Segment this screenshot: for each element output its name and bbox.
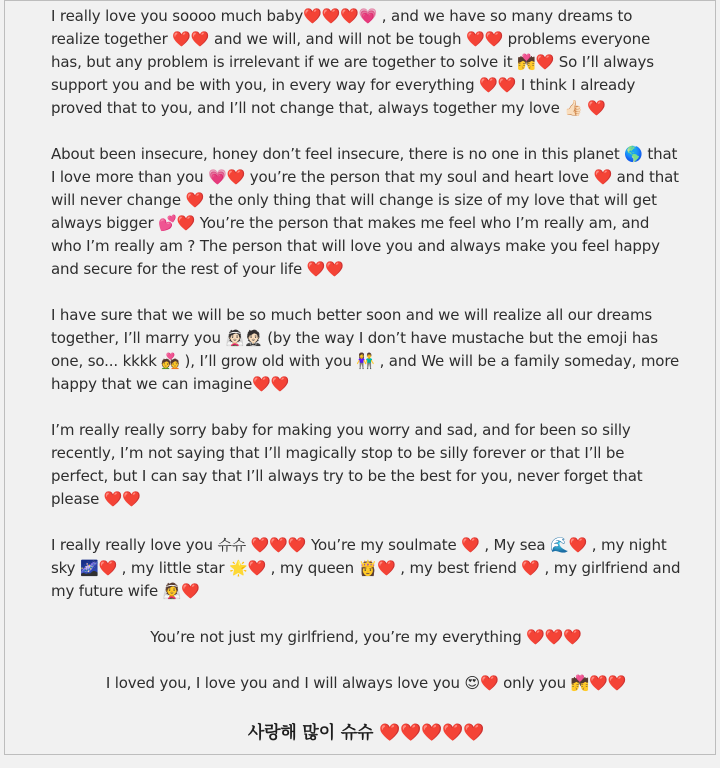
paragraph-soulmate: I really really love you 슈슈 ❤️❤️❤️ You’re my soulmate ❤️ , My sea 🌊❤️ , my night sky 🌌❤️ , my little star 🌟❤️ , my queen 👸❤️ , my best friend ❤️ , my girlfriend and my future wife 👰❤️ <box>51 536 681 600</box>
paragraph-marry: I have sure that we will be so much better soon and we will realize all our dreams together, I’ll marry you 👰🏻🤵🏻 (by the way I don’t have mustache but the emoji has one, so... kkkk 💑 ), I’ll grow old with you 👫 , and We will be a family someday, more happy that we can imagine❤️❤️ <box>51 306 680 393</box>
line-always-love: I loved you, I love you and I will always love you 😍❤️ only you 💏❤️❤️ <box>105 674 627 692</box>
paragraph-insecure: About been insecure, honey don’t feel insecure, there is no one in this planet 🌎 that I love more than you 💗❤️ you’re the person that my soul and heart love ❤️ and that will never change ❤️ the only thing that will change is size of my love that will get always bigger 💕❤️ You’re the person that makes me feel who I’m really am, and who I’m really am ? The person that will love you and always make you feel happy and secure for the rest of your life ❤️❤️ <box>51 145 679 278</box>
note-frame <box>4 0 716 755</box>
paragraph-sorry: I’m really really sorry baby for making you worry and sad, and for been so silly recently, I’m not saying that I’ll magically stop to be silly forever or that I’ll be perfect, but I can say that I’ll always try to be the best for you, never forget that please ❤️❤️ <box>51 421 643 508</box>
line-everything: You’re not just my girlfriend, you’re my everything ❤️❤️❤️ <box>150 628 582 646</box>
love-note <box>51 5 681 768</box>
paragraph-dreams: I really love you soooo much baby❤️❤️❤️💗 , and we have so many dreams to realize together ❤️❤️ and we will, and will not be tough ❤️❤️ problems everyone has, but any problem is irrelevant if we are together to solve it 💏❤️ So I’ll always support you and be with you, in every way for everything ❤️❤️ I think I already proved that to you, and I’ll not change that, always together my love 👍🏻 ❤️ <box>51 7 654 117</box>
closing-line: 사랑해 많이 슈슈 ❤️❤️❤️❤️❤️ <box>247 723 485 743</box>
